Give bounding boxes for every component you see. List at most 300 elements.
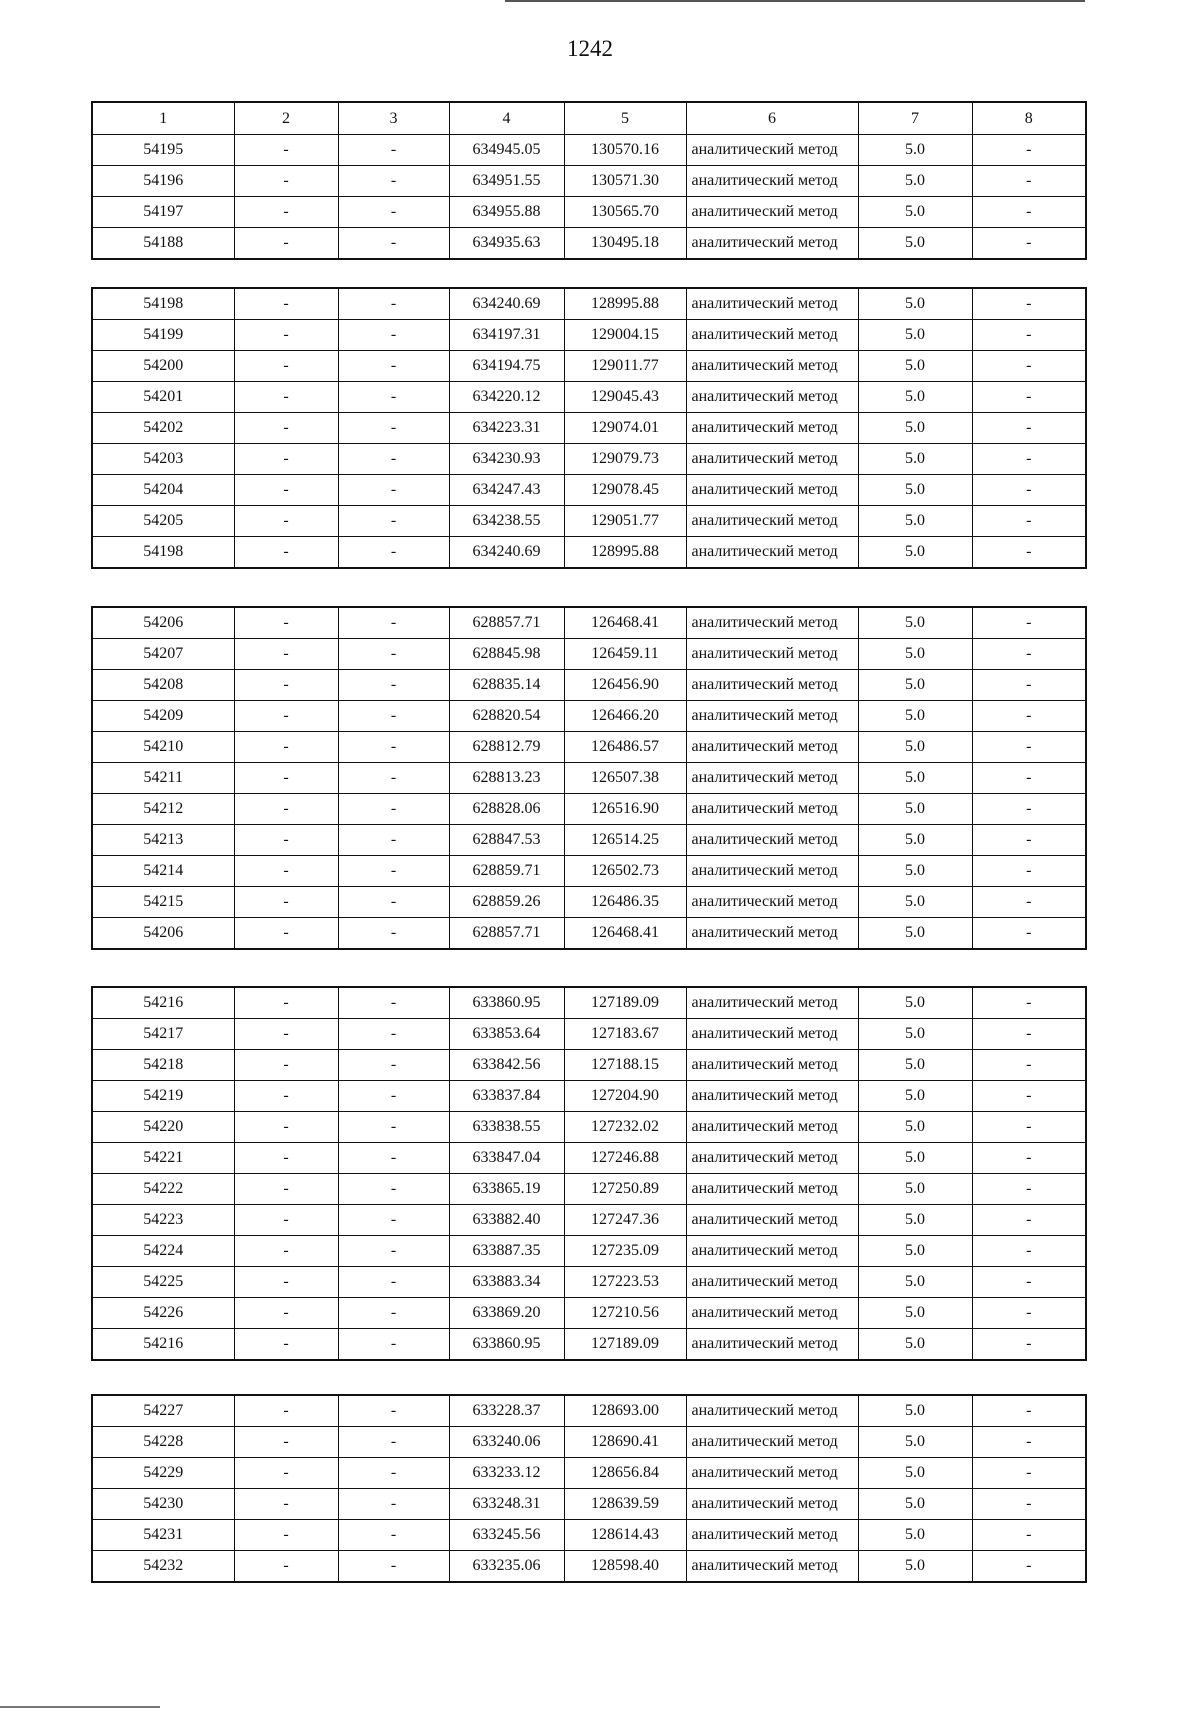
table-cell: - xyxy=(972,1427,1086,1458)
table-cell: аналитический метод xyxy=(686,475,858,506)
table-cell: - xyxy=(972,475,1086,506)
table-cell: - xyxy=(338,197,449,228)
table-cell: 5.0 xyxy=(858,320,972,351)
table-cell: 5.0 xyxy=(858,1019,972,1050)
table-cell: - xyxy=(234,320,338,351)
table-row xyxy=(92,794,1086,825)
table-cell: - xyxy=(338,1081,449,1112)
table-cell: аналитический метод xyxy=(686,887,858,918)
table-cell: 5.0 xyxy=(858,732,972,763)
coordinates-table xyxy=(91,986,1087,1361)
table-cell: 5.0 xyxy=(858,1112,972,1143)
table-cell: - xyxy=(972,1489,1086,1520)
table-cell: 5.0 xyxy=(858,413,972,444)
table-cell: - xyxy=(338,1551,449,1583)
table-cell: - xyxy=(338,732,449,763)
table-row xyxy=(92,288,1086,320)
table-cell: - xyxy=(972,351,1086,382)
table-cell: - xyxy=(234,887,338,918)
table-cell: 129011.77 xyxy=(564,351,686,382)
table-cell: аналитический метод xyxy=(686,197,858,228)
table-cell: 634223.31 xyxy=(449,413,564,444)
table-cell: - xyxy=(338,670,449,701)
table-cell: - xyxy=(972,1112,1086,1143)
table-cell: 54202 xyxy=(92,413,234,444)
table-cell: аналитический метод xyxy=(686,537,858,569)
table-cell: 5.0 xyxy=(858,475,972,506)
table-cell: 628859.26 xyxy=(449,887,564,918)
table-cell: аналитический метод xyxy=(686,1019,858,1050)
table-row xyxy=(92,537,1086,569)
table-cell: 54197 xyxy=(92,197,234,228)
table-cell: 5.0 xyxy=(858,1050,972,1081)
table-cell: 628812.79 xyxy=(449,732,564,763)
table-cell: 628835.14 xyxy=(449,670,564,701)
table-cell: аналитический метод xyxy=(686,918,858,950)
table-cell: 634945.05 xyxy=(449,135,564,166)
table-cell: 127210.56 xyxy=(564,1298,686,1329)
table-cell: аналитический метод xyxy=(686,1298,858,1329)
header-row xyxy=(92,102,1086,135)
table-cell: 633865.19 xyxy=(449,1174,564,1205)
table-cell: - xyxy=(338,1489,449,1520)
table-cell: 628813.23 xyxy=(449,763,564,794)
table-cell: аналитический метод xyxy=(686,856,858,887)
table-cell: 54201 xyxy=(92,382,234,413)
table-cell: 633883.34 xyxy=(449,1267,564,1298)
table-cell: - xyxy=(234,1174,338,1205)
table-cell: 54225 xyxy=(92,1267,234,1298)
table-cell: - xyxy=(972,1395,1086,1427)
table-cell: 633869.20 xyxy=(449,1298,564,1329)
table-cell: аналитический метод xyxy=(686,794,858,825)
table-row xyxy=(92,351,1086,382)
table-cell: - xyxy=(234,444,338,475)
table-cell: 54209 xyxy=(92,701,234,732)
table-cell: - xyxy=(972,1174,1086,1205)
table-row xyxy=(92,1174,1086,1205)
table-cell: аналитический метод xyxy=(686,763,858,794)
table-row xyxy=(92,856,1086,887)
table-cell: - xyxy=(972,382,1086,413)
table-cell: - xyxy=(234,825,338,856)
table-row xyxy=(92,670,1086,701)
table-cell: - xyxy=(234,1520,338,1551)
table-cell: - xyxy=(972,506,1086,537)
table-cell: - xyxy=(972,1081,1086,1112)
table-cell: - xyxy=(972,1458,1086,1489)
table-cell: 129045.43 xyxy=(564,382,686,413)
table-cell: 5.0 xyxy=(858,197,972,228)
table-cell: 633882.40 xyxy=(449,1205,564,1236)
table-cell: 126507.38 xyxy=(564,763,686,794)
table-cell: 634955.88 xyxy=(449,197,564,228)
table-row xyxy=(92,987,1086,1019)
table-cell: 54216 xyxy=(92,1329,234,1361)
table-cell: - xyxy=(972,197,1086,228)
table-cell: 5.0 xyxy=(858,1174,972,1205)
table-cell: аналитический метод xyxy=(686,444,858,475)
table-cell: - xyxy=(972,135,1086,166)
table-cell: 633853.64 xyxy=(449,1019,564,1050)
table-cell: - xyxy=(338,763,449,794)
table-row xyxy=(92,1520,1086,1551)
table-cell: - xyxy=(338,918,449,950)
table-cell: 128995.88 xyxy=(564,288,686,320)
table-cell: 5.0 xyxy=(858,1236,972,1267)
table-cell: 633245.56 xyxy=(449,1520,564,1551)
table-cell: - xyxy=(234,537,338,569)
table-row xyxy=(92,1081,1086,1112)
table-cell: 127223.53 xyxy=(564,1267,686,1298)
table-cell: 634238.55 xyxy=(449,506,564,537)
table-cell: 5.0 xyxy=(858,1143,972,1174)
table-row xyxy=(92,1298,1086,1329)
table-cell: - xyxy=(338,1019,449,1050)
table-cell: - xyxy=(234,166,338,197)
table-cell: - xyxy=(972,1551,1086,1583)
table-cell: 5.0 xyxy=(858,639,972,670)
table-row xyxy=(92,732,1086,763)
table-cell: 54198 xyxy=(92,288,234,320)
table-cell: 633842.56 xyxy=(449,1050,564,1081)
table-cell: 128690.41 xyxy=(564,1427,686,1458)
table-cell: 126516.90 xyxy=(564,794,686,825)
header-cell: 6 xyxy=(686,102,858,135)
table-cell: 628857.71 xyxy=(449,918,564,950)
table-cell: - xyxy=(338,825,449,856)
table-cell: - xyxy=(972,856,1086,887)
page-number: 1242 xyxy=(567,36,613,61)
table-cell: - xyxy=(234,918,338,950)
table-cell: 130571.30 xyxy=(564,166,686,197)
table-cell: аналитический метод xyxy=(686,1329,858,1361)
table-cell: аналитический метод xyxy=(686,607,858,639)
table-cell: - xyxy=(338,135,449,166)
table-cell: аналитический метод xyxy=(686,1081,858,1112)
table-cell: - xyxy=(972,1267,1086,1298)
table-cell: 128598.40 xyxy=(564,1551,686,1583)
table-cell: - xyxy=(234,1267,338,1298)
table-row xyxy=(92,1112,1086,1143)
table-cell: - xyxy=(972,918,1086,950)
table-cell: - xyxy=(338,1520,449,1551)
table-cell: 5.0 xyxy=(858,701,972,732)
table-row xyxy=(92,639,1086,670)
header-cell: 1 xyxy=(92,102,234,135)
table-cell: 54220 xyxy=(92,1112,234,1143)
table-cell: 5.0 xyxy=(858,1205,972,1236)
table-cell: 5.0 xyxy=(858,607,972,639)
table-cell: аналитический метод xyxy=(686,1112,858,1143)
table-cell: - xyxy=(338,1112,449,1143)
table-cell: 5.0 xyxy=(858,1427,972,1458)
table-cell: 129074.01 xyxy=(564,413,686,444)
coordinates-table xyxy=(91,287,1087,569)
table-row xyxy=(92,197,1086,228)
table-cell: 128614.43 xyxy=(564,1520,686,1551)
table-cell: аналитический метод xyxy=(686,987,858,1019)
table-row xyxy=(92,887,1086,918)
table-cell: - xyxy=(338,1329,449,1361)
table-cell: 54199 xyxy=(92,320,234,351)
table-cell: 633860.95 xyxy=(449,987,564,1019)
table-cell: 54224 xyxy=(92,1236,234,1267)
table-cell: 128639.59 xyxy=(564,1489,686,1520)
table-cell: - xyxy=(338,320,449,351)
table-cell: 127232.02 xyxy=(564,1112,686,1143)
table-cell: 127246.88 xyxy=(564,1143,686,1174)
table-cell: 5.0 xyxy=(858,351,972,382)
table-cell: 5.0 xyxy=(858,763,972,794)
table-cell: - xyxy=(972,887,1086,918)
table-cell: аналитический метод xyxy=(686,166,858,197)
table-cell: 54211 xyxy=(92,763,234,794)
table-cell: 634247.43 xyxy=(449,475,564,506)
table-cell: аналитический метод xyxy=(686,639,858,670)
table-cell: 633887.35 xyxy=(449,1236,564,1267)
table-cell: - xyxy=(338,794,449,825)
table-cell: - xyxy=(234,1298,338,1329)
table-cell: аналитический метод xyxy=(686,1267,858,1298)
table-cell: 634935.63 xyxy=(449,228,564,260)
table-row xyxy=(92,1551,1086,1583)
table-cell: - xyxy=(338,506,449,537)
table-cell: - xyxy=(338,475,449,506)
table-cell: 628847.53 xyxy=(449,825,564,856)
table-cell: - xyxy=(972,1329,1086,1361)
table-cell: 633248.31 xyxy=(449,1489,564,1520)
table-row xyxy=(92,1458,1086,1489)
table-cell: аналитический метод xyxy=(686,382,858,413)
table-row xyxy=(92,1267,1086,1298)
table-cell: 54200 xyxy=(92,351,234,382)
table-cell: 127189.09 xyxy=(564,987,686,1019)
table-cell: - xyxy=(234,794,338,825)
top-rule xyxy=(505,0,1085,2)
table-cell: 54206 xyxy=(92,918,234,950)
table-cell: - xyxy=(234,413,338,444)
table-cell: 5.0 xyxy=(858,1329,972,1361)
table-cell: 126468.41 xyxy=(564,607,686,639)
table-cell: аналитический метод xyxy=(686,1458,858,1489)
table-cell: 54216 xyxy=(92,987,234,1019)
table-cell: 628857.71 xyxy=(449,607,564,639)
table-cell: 5.0 xyxy=(858,166,972,197)
table-cell: аналитический метод xyxy=(686,506,858,537)
table-cell: 129004.15 xyxy=(564,320,686,351)
table-cell: 628845.98 xyxy=(449,639,564,670)
table-cell: - xyxy=(234,987,338,1019)
table-cell: аналитический метод xyxy=(686,228,858,260)
table-cell: 5.0 xyxy=(858,537,972,569)
header-cell: 7 xyxy=(858,102,972,135)
table-cell: - xyxy=(338,228,449,260)
table-cell: 54206 xyxy=(92,607,234,639)
table-cell: 129079.73 xyxy=(564,444,686,475)
table-cell: 54229 xyxy=(92,1458,234,1489)
table-cell: - xyxy=(338,856,449,887)
table-cell: 54230 xyxy=(92,1489,234,1520)
table-cell: - xyxy=(972,1236,1086,1267)
table-cell: 634220.12 xyxy=(449,382,564,413)
table-cell: 54205 xyxy=(92,506,234,537)
table-cell: 5.0 xyxy=(858,135,972,166)
table-cell: 5.0 xyxy=(858,444,972,475)
table-cell: 127247.36 xyxy=(564,1205,686,1236)
table-cell: 54227 xyxy=(92,1395,234,1427)
table-cell: аналитический метод xyxy=(686,825,858,856)
coordinates-table xyxy=(91,101,1087,260)
table-cell: 5.0 xyxy=(858,1551,972,1583)
table-cell: 5.0 xyxy=(858,794,972,825)
table-cell: - xyxy=(338,382,449,413)
table-cell: 54217 xyxy=(92,1019,234,1050)
table-cell: - xyxy=(972,987,1086,1019)
coordinates-table xyxy=(91,1394,1087,1583)
table-cell: 628828.06 xyxy=(449,794,564,825)
table-cell: - xyxy=(972,166,1086,197)
table-cell: - xyxy=(972,701,1086,732)
table-cell: - xyxy=(234,1427,338,1458)
table-cell: аналитический метод xyxy=(686,670,858,701)
table-cell: - xyxy=(234,228,338,260)
table-cell: 126514.25 xyxy=(564,825,686,856)
table-row xyxy=(92,1143,1086,1174)
table-cell: 54195 xyxy=(92,135,234,166)
table-cell: - xyxy=(234,1329,338,1361)
table-row xyxy=(92,444,1086,475)
table-cell: - xyxy=(234,351,338,382)
table-cell: 5.0 xyxy=(858,918,972,950)
table-cell: 633233.12 xyxy=(449,1458,564,1489)
table-cell: 129078.45 xyxy=(564,475,686,506)
table-cell: 126502.73 xyxy=(564,856,686,887)
table-cell: 54203 xyxy=(92,444,234,475)
table-row xyxy=(92,1489,1086,1520)
table-cell: - xyxy=(234,607,338,639)
table-cell: 54222 xyxy=(92,1174,234,1205)
table-cell: - xyxy=(338,1267,449,1298)
table-cell: - xyxy=(338,987,449,1019)
table-cell: - xyxy=(972,444,1086,475)
table-cell: - xyxy=(972,1520,1086,1551)
table-cell: - xyxy=(338,1427,449,1458)
table-cell: аналитический метод xyxy=(686,1205,858,1236)
table-cell: 633838.55 xyxy=(449,1112,564,1143)
table-cell: 5.0 xyxy=(858,288,972,320)
table-cell: - xyxy=(234,1050,338,1081)
table-cell: аналитический метод xyxy=(686,1050,858,1081)
table-cell: - xyxy=(972,1019,1086,1050)
table-cell: 54215 xyxy=(92,887,234,918)
table-cell: - xyxy=(338,887,449,918)
table-row xyxy=(92,166,1086,197)
table-cell: 5.0 xyxy=(858,228,972,260)
table-cell: 54226 xyxy=(92,1298,234,1329)
header-cell: 8 xyxy=(972,102,1086,135)
table-cell: - xyxy=(234,1205,338,1236)
table-cell: 126468.41 xyxy=(564,918,686,950)
table-cell: - xyxy=(338,1236,449,1267)
table-cell: аналитический метод xyxy=(686,1236,858,1267)
table-cell: - xyxy=(338,1395,449,1427)
table-cell: - xyxy=(338,444,449,475)
table-cell: - xyxy=(338,1205,449,1236)
table-cell: 5.0 xyxy=(858,1520,972,1551)
table-cell: аналитический метод xyxy=(686,1551,858,1583)
table-cell: 634197.31 xyxy=(449,320,564,351)
table-row xyxy=(92,763,1086,794)
table-cell: 128693.00 xyxy=(564,1395,686,1427)
table-cell: - xyxy=(234,1236,338,1267)
coordinates-table xyxy=(91,606,1087,950)
table-cell: - xyxy=(234,856,338,887)
table-cell: - xyxy=(234,639,338,670)
table-cell: аналитический метод xyxy=(686,1143,858,1174)
table-cell: 634951.55 xyxy=(449,166,564,197)
table-cell: - xyxy=(234,1112,338,1143)
table-cell: аналитический метод xyxy=(686,1395,858,1427)
table-row xyxy=(92,1205,1086,1236)
table-cell: - xyxy=(234,288,338,320)
table-cell: - xyxy=(972,228,1086,260)
table-cell: 5.0 xyxy=(858,825,972,856)
table-cell: 127189.09 xyxy=(564,1329,686,1361)
table-row xyxy=(92,506,1086,537)
bottom-rule xyxy=(0,1706,160,1708)
table-cell: аналитический метод xyxy=(686,320,858,351)
table-cell: 54204 xyxy=(92,475,234,506)
table-row xyxy=(92,701,1086,732)
table-cell: 128995.88 xyxy=(564,537,686,569)
table-cell: - xyxy=(234,1019,338,1050)
table-row xyxy=(92,1236,1086,1267)
table-cell: 54196 xyxy=(92,166,234,197)
table-cell: - xyxy=(234,1395,338,1427)
table-cell: 54208 xyxy=(92,670,234,701)
table-row xyxy=(92,382,1086,413)
table-cell: 54214 xyxy=(92,856,234,887)
table-cell: аналитический метод xyxy=(686,288,858,320)
table-cell: 54198 xyxy=(92,537,234,569)
table-row xyxy=(92,320,1086,351)
table-cell: - xyxy=(972,413,1086,444)
table-cell: - xyxy=(234,763,338,794)
table-cell: 628820.54 xyxy=(449,701,564,732)
table-cell: 54210 xyxy=(92,732,234,763)
table-cell: 54228 xyxy=(92,1427,234,1458)
table-cell: - xyxy=(234,475,338,506)
table-cell: - xyxy=(234,382,338,413)
table-row xyxy=(92,1329,1086,1361)
table-cell: - xyxy=(234,701,338,732)
table-cell: 633235.06 xyxy=(449,1551,564,1583)
table-cell: - xyxy=(972,1205,1086,1236)
table-cell: 5.0 xyxy=(858,1298,972,1329)
table-cell: 634194.75 xyxy=(449,351,564,382)
table-cell: 54231 xyxy=(92,1520,234,1551)
table-cell: 5.0 xyxy=(858,382,972,413)
table-cell: аналитический метод xyxy=(686,351,858,382)
table-cell: 54218 xyxy=(92,1050,234,1081)
table-cell: - xyxy=(338,1298,449,1329)
table-cell: - xyxy=(338,607,449,639)
table-cell: - xyxy=(972,320,1086,351)
table-cell: - xyxy=(234,506,338,537)
table-cell: 129051.77 xyxy=(564,506,686,537)
table-cell: - xyxy=(234,135,338,166)
